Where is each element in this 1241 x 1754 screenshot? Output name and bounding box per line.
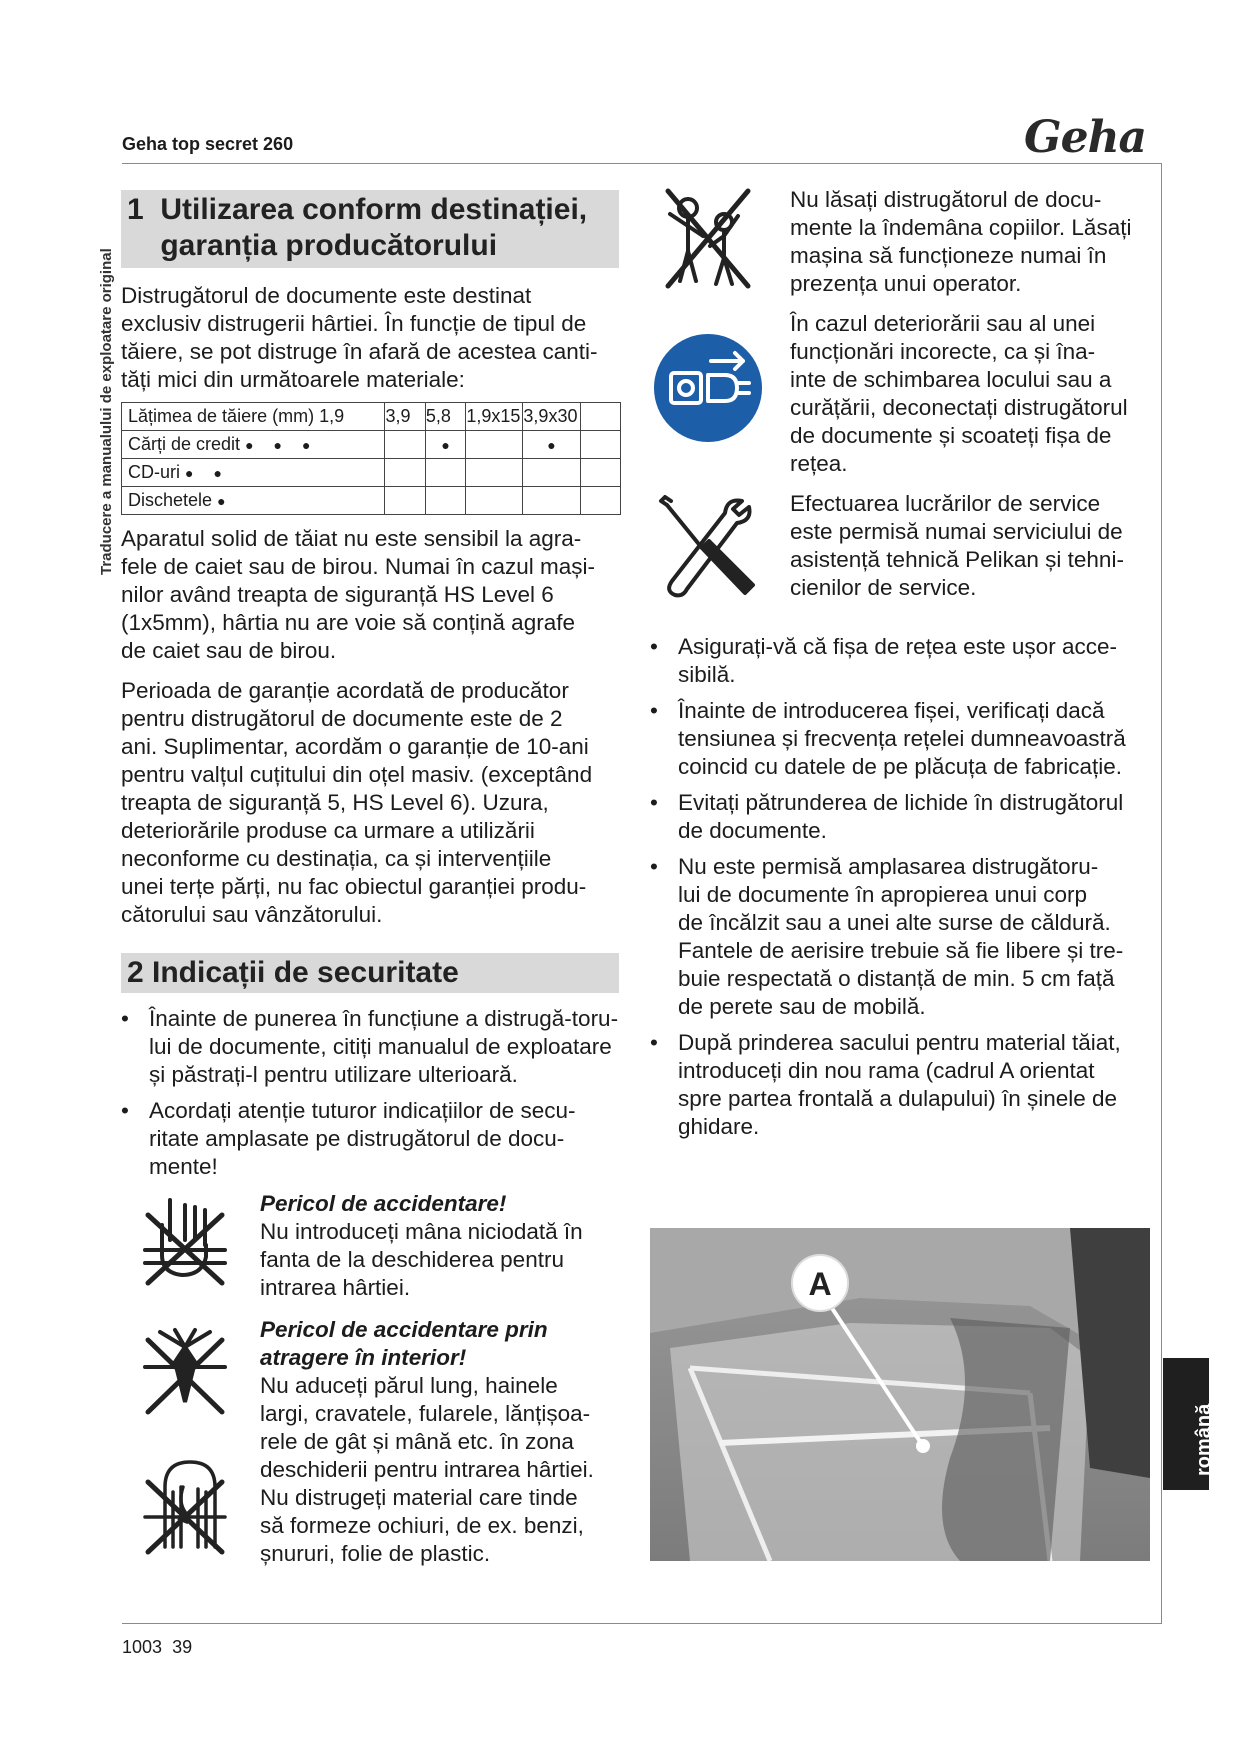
document-code: 1003 <box>122 1637 163 1657</box>
row-label: CD-uri ● ● <box>122 459 385 487</box>
language-tab <box>1163 1358 1215 1490</box>
no-tie-icon <box>140 1322 230 1417</box>
list-item: • Înainte de introducerea fișei, verificați dacă tensiunea și frecvența rețelei dumneavoastră coincid cu datele de pe plăcuța de fabricație. <box>650 698 1126 779</box>
unplug-mandatory-icon <box>653 333 763 443</box>
col-3: 5,8 <box>425 403 465 431</box>
table-row <box>122 431 621 459</box>
warning-entanglement-text: Nu aduceți părul lung, hainele largi, cravatele, fularele, lănțișoa- rele de gât și mână etc. în zona deschiderii pentru intrarea hârtiei. Nu distrugeți material care tinde să formeze ochiuri, de ex. benzi, șnururi, folie de plastic. <box>260 1373 594 1566</box>
no-hand-icon <box>140 1195 230 1290</box>
section1-heading: 1 Utilizarea conform destinației, garanția producătorului <box>127 193 588 262</box>
warning-entanglement-title: Pericol de accidentare prin atragere în interior! <box>260 1317 548 1370</box>
section2-bullets <box>121 1005 641 1189</box>
materials-table <box>121 402 621 515</box>
col-4: 1,9x15 <box>466 403 523 431</box>
children-note: Nu lăsați distrugătorul de docu- mente la îndemâna copiilor. Lăsați mașina să funcționeze numai în prezența unui operator. <box>790 187 1132 296</box>
list-item: • Evitați pătrunderea de lichide în distrugătorul de documente. <box>650 790 1124 843</box>
page-number: 39 <box>172 1637 193 1657</box>
section2-heading-box <box>121 953 619 993</box>
mark: ● <box>425 431 465 459</box>
header-rule <box>122 163 1162 164</box>
col-1: 1,9 <box>319 406 345 426</box>
row-label: Dischetele ● <box>122 487 385 515</box>
photo-label-A: A <box>808 1266 832 1302</box>
mark: ● <box>523 431 580 459</box>
page-footer <box>122 1637 192 1658</box>
no-long-hair-icon <box>140 1457 230 1557</box>
right-bullets <box>650 633 1155 1149</box>
language-tab-label: română <box>1193 1403 1215 1476</box>
warning-hand-text: Nu introduceți mâna niciodată în fanta de la deschiderea pentru intrarea hârtiei. <box>260 1219 583 1300</box>
list-item: • Nu este permisă amplasarea distrugătoru- lui de documente în apropierea unui corp de încălzit sau a unei alte surse de căldură. Fantele de aerisire trebuie să fie libere și tre- buie respectată o distanță de min. 5 cm față de perete sau de mobilă. <box>650 854 1124 1019</box>
right-border-rule <box>1161 163 1162 1623</box>
col-5: 3,9x30 <box>523 403 580 431</box>
section1-para3: Perioada de garanție acordată de producător pentru distrugătorul de documente este de 2 ani. Suplimentar, acordăm o garanție de 10-ani pentru valțul cuțitului din oțel masiv. (exceptând treapta de siguranță 5, HS Level 6). Uzura, deteriorările produse ca urmare a utilizării neconforme cu destinația, ca și intervențiile unei terțe părți, nu fac obiectul garanției produ- cătorului sau vânzătorului. <box>121 678 593 927</box>
section2-heading: 2 Indicații de securitate <box>127 956 459 989</box>
bag-frame-photo <box>650 1228 1150 1561</box>
col-2: 3,9 <box>385 403 425 431</box>
side-label: Traducere a manualului de exploatare original <box>98 248 115 575</box>
table-row <box>122 487 621 515</box>
list-item: • Acordați atenție tuturor indicațiilor de secu- ritate amplasate pe distrugătorul de docu- mente! <box>121 1098 576 1179</box>
document-title: Geha top secret 260 <box>122 134 294 154</box>
section1-para2: Aparatul solid de tăiat nu este sensibil la agra- fele de caiet sau de birou. Numai în cazul mași- nilor având treapta de siguranță HS Level 6 (1x5mm), hârtia nu are voie să conțină agrafe de caiet sau de birou. <box>121 526 595 663</box>
footer-rule <box>122 1623 1162 1624</box>
no-children-icon <box>658 186 758 291</box>
list-item: • Înainte de punerea în funcțiune a distrugă-toru- lui de documente, citiți manualul de exploatare și păstrați-l pentru utilizare ulterioară. <box>121 1006 619 1087</box>
unplug-note: În cazul deteriorării sau al unei funcționări incorecte, ca și îna- inte de schimbarea locului sau a curățării, deconectați distrugătorul de documente și scoateți fișa de rețea. <box>790 311 1128 476</box>
warning-hand-title: Pericol de accidentare! <box>260 1191 507 1216</box>
list-item: • După prinderea sacului pentru material tăiat, introduceți din nou rama (cadrul A orientat spre partea frontală a dulapului) în șinele de ghidare. <box>650 1030 1121 1139</box>
row-label: Cărți de credit ● ● ● <box>122 431 385 459</box>
tools-service-icon <box>657 493 757 603</box>
warning-entanglement <box>260 1316 620 1568</box>
table-row <box>122 459 621 487</box>
warning-hand <box>260 1190 620 1302</box>
service-note: Efectuarea lucrărilor de service este permisă numai serviciului de asistență tehnică Pelikan și tehni- cienilor de service. <box>790 491 1124 600</box>
table-header-label: Lățimea de tăiere (mm) 1,9 <box>122 403 385 431</box>
section1-heading-box <box>121 190 619 268</box>
list-item: • Asigurați-vă că fișa de rețea este ușor acce- sibilă. <box>650 634 1117 687</box>
table-header-row <box>122 403 621 431</box>
col-6 <box>580 403 620 431</box>
brand-logo: Geha <box>1024 112 1147 163</box>
section1-intro: Distrugătorul de documente este destinat exclusiv distrugerii hârtiei. În funcție de tipul de tăiere, se pot distruge în afară de acestea canti- tăți mici din următoarele materiale: <box>121 283 598 392</box>
